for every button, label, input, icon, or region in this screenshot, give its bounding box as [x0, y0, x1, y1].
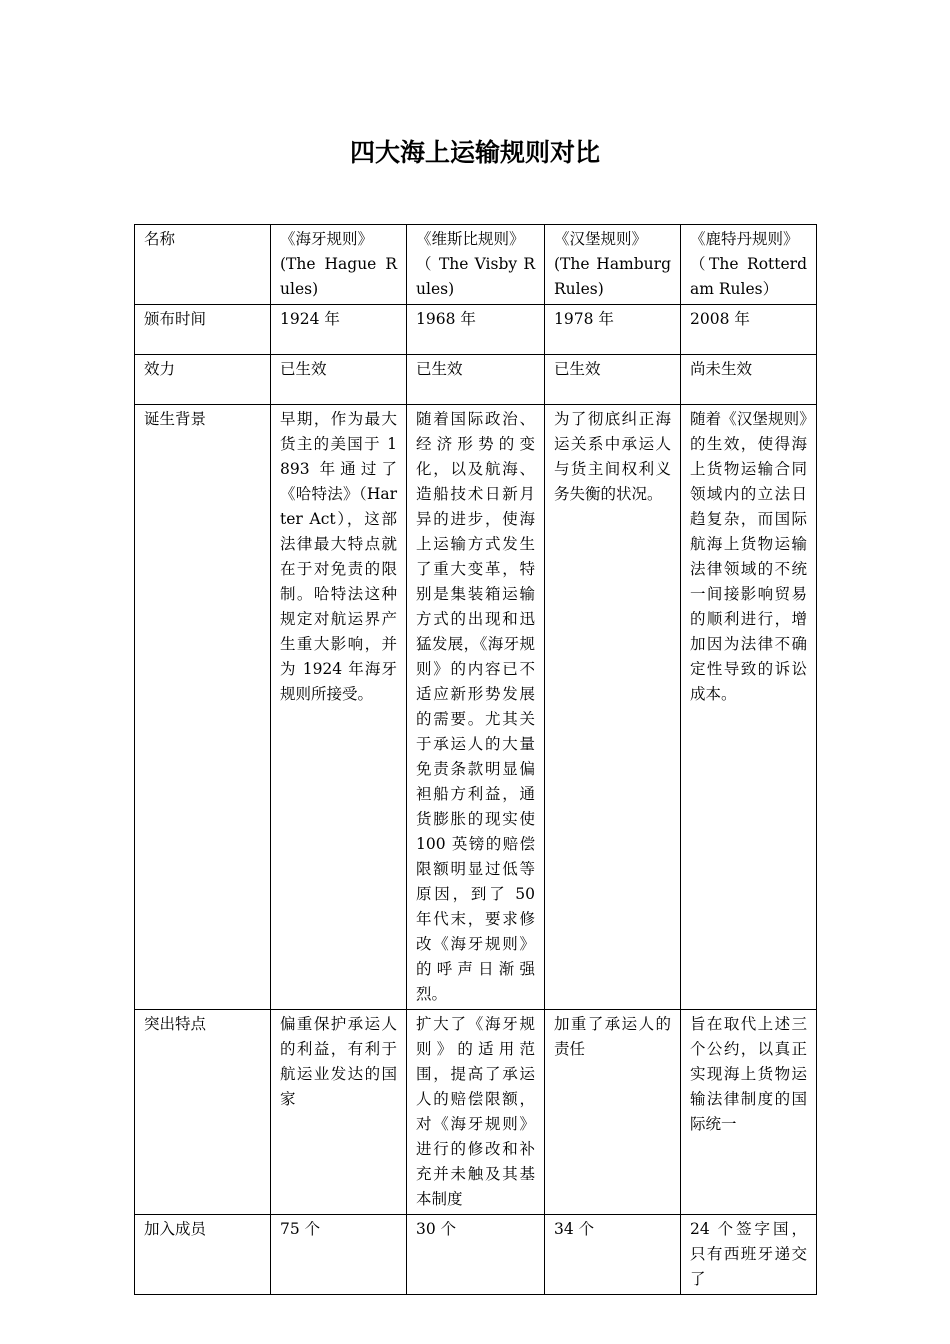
table-cell: 30 个 [407, 1215, 545, 1295]
table-cell: 已生效 [271, 355, 407, 405]
row-label: 加入成员 [135, 1215, 271, 1295]
row-label: 颁布时间 [135, 305, 271, 355]
row-label-name: 名称 [135, 225, 271, 305]
table-cell: 1968 年 [407, 305, 545, 355]
table-row-features [135, 1010, 817, 1215]
col-header-cn: 《维斯比规则》 [416, 230, 525, 248]
table-cell: 扩大了《海牙规则》的适用范围，提高了承运人的赔偿限额，对《海牙规则》进行的修改和补充并未触及其基本制度 [407, 1010, 545, 1215]
col-header-cn: 《海牙规则》 [280, 230, 374, 248]
table-cell: 34 个 [545, 1215, 681, 1295]
table-cell: 偏重保护承运人的利益，有利于航运业发达的国家 [271, 1010, 407, 1215]
table-cell: 已生效 [407, 355, 545, 405]
table-row-background [135, 405, 817, 1010]
col-header-cn: 《鹿特丹规则》 [690, 230, 799, 248]
table-row-date [135, 305, 817, 355]
table-cell: 为了彻底纠正海运关系中承运人与货主间权利义务失衡的状况。 [545, 405, 681, 1010]
table-row-members [135, 1215, 817, 1295]
table-cell: 加重了承运人的责任 [545, 1010, 681, 1215]
col-header-hamburg [545, 225, 681, 305]
table-row-name [135, 225, 817, 305]
table-cell: 随着《汉堡规则》的生效，使得海上货物运输合同领域内的立法日趋复杂，而国际航海上货物运输法律领域的不统一间接影响贸易的顺利进行，增加因为法律不确定性导致的诉讼成本。 [681, 405, 817, 1010]
table-cell: 已生效 [545, 355, 681, 405]
table-cell: 24 个签字国，只有西班牙递交了 [681, 1215, 817, 1295]
col-header-en: （The Rotterdam Rules） [690, 255, 807, 298]
col-header-cn: 《汉堡规则》 [554, 230, 648, 248]
col-header-visby [407, 225, 545, 305]
comparison-table [134, 224, 817, 1295]
row-label: 诞生背景 [135, 405, 271, 1010]
col-header-hague [271, 225, 407, 305]
page-title: 四大海上运输规则对比 [349, 138, 600, 167]
col-header-en: (The Hamburg Rules) [554, 255, 671, 298]
table-cell: 旨在取代上述三个公约，以真正实现海上货物运输法律制度的国际统一 [681, 1010, 817, 1215]
row-label: 突出特点 [135, 1010, 271, 1215]
col-header-rotterdam [681, 225, 817, 305]
table-cell: 75 个 [271, 1215, 407, 1295]
table-cell: 早期，作为最大货主的美国于 1893 年通过了《哈特法》（Harter Act），这部法律最大特点就在于对免责的限制。哈特法这种规定对航运界产生重大影响，并为 1924 年海牙规则所接受。 [271, 405, 407, 1010]
table-cell: 1978 年 [545, 305, 681, 355]
table-cell: 尚未生效 [681, 355, 817, 405]
row-label: 效力 [135, 355, 271, 405]
table-cell: 随着国际政治、经济形势的变化，以及航海、造船技术日新月异的进步，使海上运输方式发生了重大变革，特别是集装箱运输方式的出现和迅猛发展，《海牙规则》的内容已不适应新形势发展的需要。尤其关于承运人的大量免责条款明显偏袒船方利益，通货膨胀的现实使 100 英镑的赔偿限额明显过低等原因，到了 50 年代末，要求修改《海牙规则》的呼声日渐强烈。 [407, 405, 545, 1010]
col-header-en: (The Hague Rules) [280, 255, 397, 298]
table-cell: 2008 年 [681, 305, 817, 355]
col-header-en: （ The Visby Rules) [416, 255, 535, 298]
table-row-effect [135, 355, 817, 405]
table-cell: 1924 年 [271, 305, 407, 355]
